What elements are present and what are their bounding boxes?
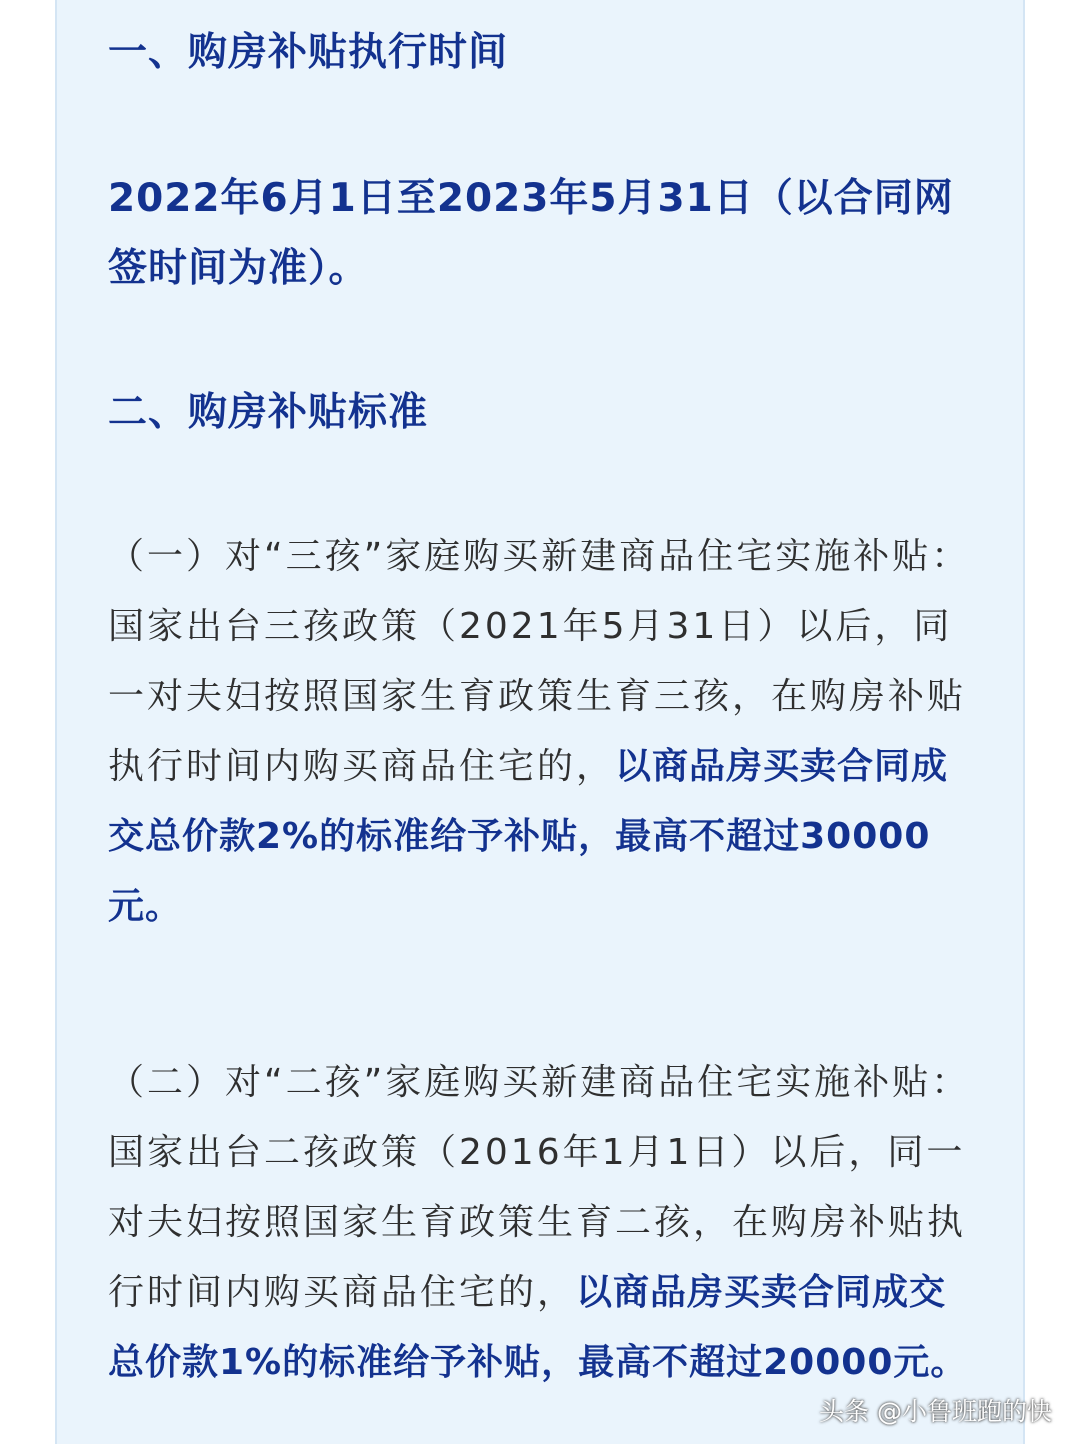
item-two-child-paragraph (108, 1048, 980, 1398)
article-body (108, 22, 980, 1398)
item-two-child-text: （二）对“二孩”家庭购买新建商品住宅实施补贴：国家出台二孩政策（2016年1月1日）以后，同一对夫妇按照国家生育政策生育二孩，在购房补贴执行时间内购买商品住宅的， (108, 1062, 971, 1313)
item-three-child-paragraph (108, 522, 980, 942)
item-three-child-highlight: 以商品房买卖合同成交总价款2%的标准给予补贴，最高不超过30000元。 (108, 746, 949, 927)
item-three-child-text: （一）对“三孩”家庭购买新建商品住宅实施补贴：国家出台三孩政策（2021年5月31日）以后，同一对夫妇按照国家生育政策生育三孩，在购房补贴执行时间内购买商品住宅的， (108, 536, 971, 787)
subsidy-period: 2022年6月1日至2023年5月31日（以合同网签时间为准）。 (108, 176, 954, 291)
item-two-child-highlight: 以商品房买卖合同成交总价款1%的标准给予补贴，最高不超过20000元。 (108, 1272, 968, 1383)
watermark: 头条 @小鲁班跑的快 (819, 1397, 1052, 1426)
section2-heading: 二、购房补贴标准 (108, 390, 429, 435)
section1-heading: 一、购房补贴执行时间 (108, 30, 509, 75)
